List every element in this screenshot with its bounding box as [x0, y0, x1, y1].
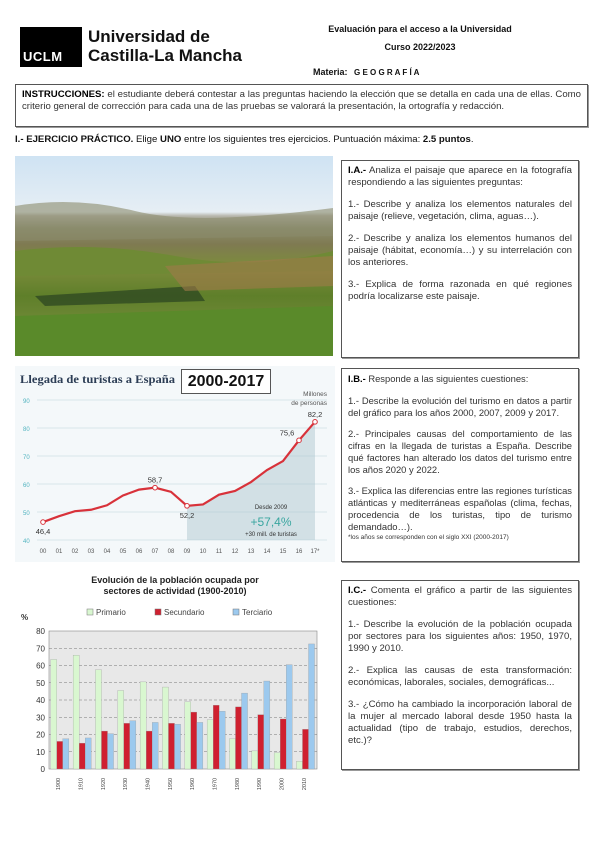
bar-primario: [95, 670, 101, 769]
x-tick-label: 2000: [279, 777, 286, 791]
bar-secundario: [280, 719, 286, 769]
x-tick-label: 17*: [310, 549, 320, 555]
y-tick-label: 90: [23, 399, 30, 405]
x-tick-label: 14: [263, 549, 271, 555]
exercise-a-label: I.A.-: [348, 165, 367, 176]
bar-secundario: [191, 712, 197, 769]
bar-terciario: [108, 734, 114, 769]
exercise-a-q2: 2.- Describe y analiza los elementos humanos del paisaje (hábitat, economía…) y su interrelación con los anteriores.: [348, 232, 572, 268]
chart-title: Llegada de turistas a España: [20, 374, 176, 386]
data-label: 82,2: [307, 409, 323, 419]
data-point: [313, 420, 318, 425]
annotation-growth: +57,4%: [250, 515, 292, 529]
instructions-box: [15, 84, 588, 127]
x-tick-label: 10: [199, 549, 207, 555]
bar-terciario: [286, 665, 292, 769]
landscape-illustration: [15, 156, 333, 356]
y-tick-label: 50: [23, 511, 30, 517]
x-tick-label: 1950: [167, 777, 174, 791]
section-uno: UNO: [160, 134, 182, 145]
x-tick-label: 05: [119, 549, 127, 555]
bar-secundario: [258, 715, 264, 769]
x-tick-label: 2010: [301, 777, 308, 791]
x-tick-label: 06: [135, 549, 143, 555]
exercise-b-note: *los años se corresponden con el siglo XXI (2000-2017): [348, 534, 509, 542]
x-tick-label: 1900: [56, 777, 63, 791]
bar-terciario: [242, 693, 248, 769]
x-tick-label: 04: [103, 549, 111, 555]
instructions-text: el estudiante deberá contestar a las preguntas haciendo la elección que se detalla en cada una de ellas. Como criterio general de corrección para cada una de las pruebas se valorará la presentación, la ortografía y redacción.: [22, 89, 581, 112]
exercise-c-q1: 1.- Describe la evolución de la población ocupada por sectores para los siguientes años: 1950, 1970, 1990 y 2010.: [348, 618, 572, 654]
x-tick-label: 08: [167, 549, 175, 555]
exercise-b-q1: 1.- Describe la evolución del turismo en datos a partir del gráfico para los años 2000, 2007, 2009 y 2017.: [348, 394, 572, 418]
data-point: [41, 520, 46, 525]
tourism-chart-svg: [15, 366, 335, 562]
chart-title-line1: Evolución de la población ocupada por: [91, 575, 259, 585]
x-tick-label: 11: [215, 549, 223, 555]
exercise-b-box: [341, 368, 579, 562]
employment-chart-svg: [15, 568, 335, 803]
exercise-a-q3: 3.- Explica de forma razonada en qué regiones podría localizarse este paisaje.: [348, 278, 572, 302]
exercise-a-intro: Analiza el paisaje que aparece en la fotografía respondiendo a las siguientes preguntas:: [348, 165, 572, 188]
legend-label: Secundario: [164, 608, 205, 617]
data-label: 58,7: [147, 475, 163, 485]
bar-terciario: [309, 644, 315, 769]
y-tick-label: 10: [36, 747, 45, 757]
section-end: .: [470, 134, 474, 145]
y-axis-label: %: [21, 613, 29, 622]
legend-swatch: [87, 609, 93, 615]
y-tick-label: 40: [36, 696, 45, 705]
x-tick-label: 1980: [234, 777, 241, 791]
exercise-c-q3: 3.- ¿Cómo ha cambiado la incorporación laboral de la mujer al mercado laboral desde 1950 hasta la actualidad (tipo de trabajo, estudios, derechos, etc.)?: [348, 698, 572, 746]
y-unit-label-2: de personas: [291, 400, 327, 407]
bar-terciario: [85, 738, 91, 769]
y-tick-label: 60: [23, 483, 30, 489]
legend-swatch: [233, 609, 239, 615]
x-tick-label: 13: [247, 549, 255, 555]
bar-terciario: [130, 721, 136, 769]
subject-label: Materia:: [313, 67, 348, 77]
x-tick-label: 16: [295, 549, 303, 555]
y-tick-label: 80: [23, 427, 30, 433]
data-label: 52,2: [179, 510, 195, 520]
bar-primario: [252, 751, 258, 769]
uclm-logo: [20, 27, 82, 67]
exercise-c-q2: 2.- Explica las causas de esta transformación: económicas, laborales, sociales, demográficas...: [348, 664, 572, 688]
x-tick-label: 15: [279, 549, 287, 555]
annotation-tourists: +30 mill. de turistas: [245, 532, 297, 538]
x-tick-label: 1940: [145, 777, 152, 791]
y-tick-label: 70: [23, 455, 30, 461]
course: Curso 2022/2023: [384, 42, 456, 52]
bar-secundario: [235, 707, 241, 769]
y-tick-label: 20: [36, 730, 45, 740]
bar-primario: [140, 682, 146, 769]
data-label: 46,4: [35, 527, 51, 537]
x-tick-label: 02: [71, 549, 79, 555]
bar-primario: [185, 702, 191, 769]
bar-primario: [274, 753, 280, 769]
y-tick-label: 80: [36, 627, 45, 636]
section-text2: entre los siguientes tres ejercicios. Puntuación máxima:: [181, 134, 423, 145]
bar-secundario: [124, 723, 130, 769]
exercise-b-intro: Responde a las siguientes cuestiones:: [365, 373, 529, 384]
x-tick-label: 07: [151, 549, 159, 555]
bar-terciario: [63, 739, 69, 769]
x-tick-label: 1960: [190, 777, 197, 791]
data-point: [185, 504, 190, 509]
bar-terciario: [197, 722, 203, 769]
exercise-c-box: [341, 580, 579, 770]
x-tick-label: 1930: [123, 777, 130, 791]
legend-label: Primario: [96, 608, 126, 617]
period-badge: 2000-2017: [181, 369, 271, 394]
university-name-line1: Universidad de: [88, 27, 210, 46]
section-heading: [15, 134, 474, 145]
bar-primario: [118, 691, 124, 769]
x-tick-label: 1910: [78, 777, 85, 791]
bar-terciario: [175, 724, 181, 769]
y-tick-label: 40: [23, 539, 30, 545]
exercise-b-label: I.B.-: [348, 373, 366, 384]
bar-primario: [73, 655, 79, 769]
data-point: [153, 485, 158, 490]
x-tick-label: 1990: [257, 777, 264, 791]
bar-primario: [207, 720, 213, 769]
university-name-line2: Castilla-La Mancha: [88, 46, 242, 65]
instructions-label: INSTRUCCIONES:: [22, 89, 105, 100]
data-label: 75,6: [279, 428, 295, 438]
tourism-line-chart: [15, 366, 335, 562]
legend-label: Terciario: [242, 608, 273, 617]
y-tick-label: 70: [36, 644, 45, 654]
logo-text: UCLM: [23, 49, 63, 64]
bar-secundario: [57, 741, 63, 769]
y-unit-label-1: Millones: [303, 391, 327, 398]
chart-title-line2: sectores de actividad (1900-2010): [103, 586, 247, 596]
section-text: Elige: [133, 134, 161, 145]
y-tick-label: 0: [40, 765, 45, 774]
bar-terciario: [152, 722, 158, 769]
x-tick-label: 1920: [100, 777, 107, 791]
x-tick-label: 09: [183, 549, 191, 555]
bar-primario: [51, 659, 57, 769]
bar-secundario: [302, 729, 308, 769]
data-point: [297, 438, 302, 443]
x-tick-label: 01: [55, 549, 63, 555]
landscape-photo: [15, 156, 333, 356]
exercise-b-q2: 2.- Principales causas del comportamiento de las cifras en la llegada de turistas a España. Describe qué factores han alterado los datos del turismo entre los años 2020 y 2022.: [348, 428, 572, 475]
bar-secundario: [146, 731, 152, 769]
bar-terciario: [264, 681, 270, 769]
bar-primario: [229, 739, 235, 769]
section-title: I.- EJERCICIO PRÁCTICO.: [15, 134, 134, 145]
bar-secundario: [79, 743, 85, 769]
y-tick-label: 30: [36, 713, 45, 723]
legend-swatch: [155, 609, 161, 615]
bar-secundario: [213, 705, 219, 769]
x-tick-label: 1970: [212, 777, 219, 791]
subject-name: G E O G R A F Í A: [354, 68, 420, 77]
bar-secundario: [101, 731, 107, 769]
exercise-a-box: [341, 160, 579, 358]
x-tick-label: 00: [39, 549, 47, 555]
x-tick-label: 12: [231, 549, 239, 555]
bar-primario: [162, 687, 168, 769]
exercise-c-intro: Comenta el gráfico a partir de las siguientes cuestiones:: [348, 585, 572, 608]
exercise-b-q3: 3.- Explica las diferencias entre las regiones turísticas atlánticas y mediterráneas españolas (clima, fechas, procedencia de los turistas, tipo de turismo demandado…).: [348, 485, 572, 532]
x-tick-label: 03: [87, 549, 95, 555]
bar-terciario: [219, 711, 225, 769]
bar-primario: [296, 761, 302, 769]
exercise-c-label: I.C.-: [348, 585, 367, 596]
y-tick-label: 50: [36, 678, 45, 688]
annotation-since: Desde 2009: [254, 505, 288, 511]
bar-secundario: [168, 723, 174, 769]
section-points: 2.5 puntos: [422, 134, 471, 145]
y-tick-label: 60: [36, 661, 45, 671]
exercise-a-q1: 1.- Describe y analiza los elementos naturales del paisaje (relieve, vegetación, clima, aguas…).: [348, 198, 572, 222]
employment-bar-chart: [15, 568, 335, 803]
subject: [313, 67, 419, 77]
exam-title: Evaluación para el acceso a la Universidad: [328, 24, 512, 34]
